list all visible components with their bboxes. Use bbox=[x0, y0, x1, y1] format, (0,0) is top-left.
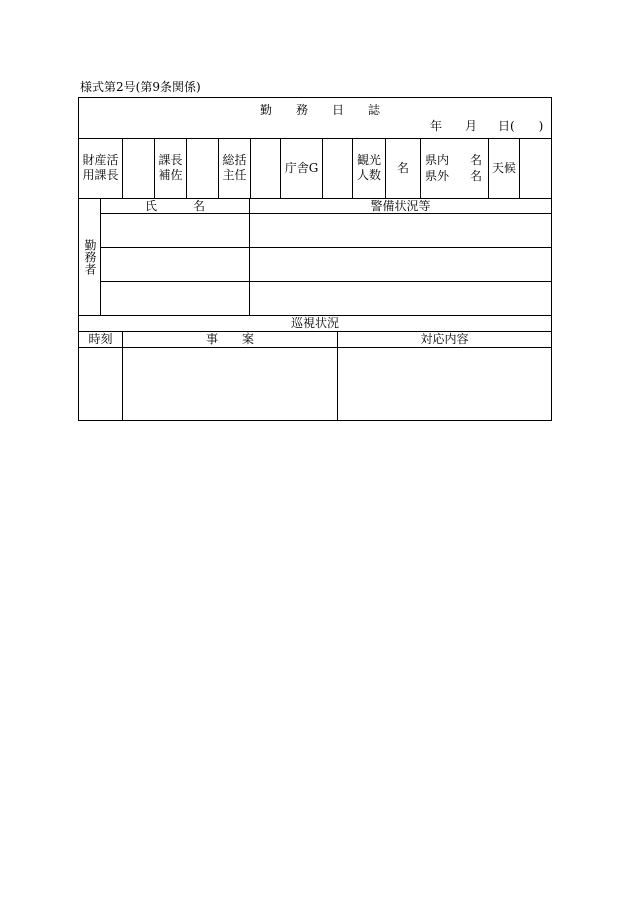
kengai-label: 県外 bbox=[424, 168, 449, 183]
zaisan-kacho-line-2: 用課長 bbox=[82, 168, 119, 182]
workers-side-divider bbox=[100, 198, 101, 316]
table-border-right bbox=[551, 97, 552, 421]
approval-col-3 bbox=[186, 138, 187, 199]
table-border-top bbox=[78, 97, 552, 98]
workers-row-divider-1 bbox=[100, 247, 552, 248]
sokatsu-shunin-line-1: 総括 bbox=[222, 153, 247, 167]
kacho-hosa-line-1: 課長 bbox=[158, 153, 183, 167]
chosha-g-label: 庁舎G bbox=[284, 160, 319, 175]
table-border-bottom bbox=[78, 420, 552, 421]
kennai-unit-label: 名 bbox=[469, 152, 482, 167]
approval-col-7 bbox=[322, 138, 323, 199]
kennai-label: 県内 bbox=[424, 152, 449, 167]
tenko-label: 天候 bbox=[491, 160, 516, 175]
zaisan-kacho-label bbox=[79, 138, 122, 198]
time-column-header: 時刻 bbox=[88, 332, 113, 346]
workers-row-divider-2 bbox=[100, 281, 552, 282]
workers-side-text: 勤務者 bbox=[83, 239, 97, 275]
kengai-unit-label: 名 bbox=[469, 168, 482, 183]
name-column-header: 氏 名 bbox=[144, 198, 205, 213]
approval-col-5 bbox=[250, 138, 251, 199]
date-day-label: 日( ) bbox=[498, 118, 544, 133]
date-year-label: 年 bbox=[429, 118, 442, 133]
matter-column-header: 事 案 bbox=[205, 332, 254, 346]
form-number-label: 様式第2号(第9条関係) bbox=[80, 80, 201, 94]
patrol-header-divider bbox=[78, 347, 552, 348]
kanko-ninzu-line-1: 観光 bbox=[356, 153, 381, 167]
workers-name-divider bbox=[249, 198, 250, 316]
status-column-header: 警備状況等 bbox=[370, 198, 431, 213]
journal-title: 勤 務 日 誌 bbox=[259, 102, 380, 117]
approval-col-1 bbox=[122, 138, 123, 199]
sokatsu-shunin-line-2: 主任 bbox=[222, 168, 247, 182]
kanko-ninzu-label bbox=[353, 138, 385, 198]
mei-unit-label: 名 bbox=[396, 160, 409, 175]
approval-col-12 bbox=[519, 138, 520, 199]
kacho-hosa-line-2: 補佐 bbox=[158, 168, 183, 182]
workers-side-label bbox=[79, 199, 100, 315]
patrol-section-title: 巡視状況 bbox=[290, 316, 339, 330]
kanko-ninzu-line-2: 人数 bbox=[356, 168, 381, 182]
response-column-header: 対応内容 bbox=[420, 332, 469, 346]
approval-col-10 bbox=[420, 138, 421, 199]
sokatsu-shunin-label bbox=[219, 138, 250, 198]
kacho-hosa-label bbox=[155, 138, 186, 198]
zaisan-kacho-line-1: 財産活 bbox=[82, 153, 119, 167]
date-month-label: 月 bbox=[464, 118, 477, 133]
